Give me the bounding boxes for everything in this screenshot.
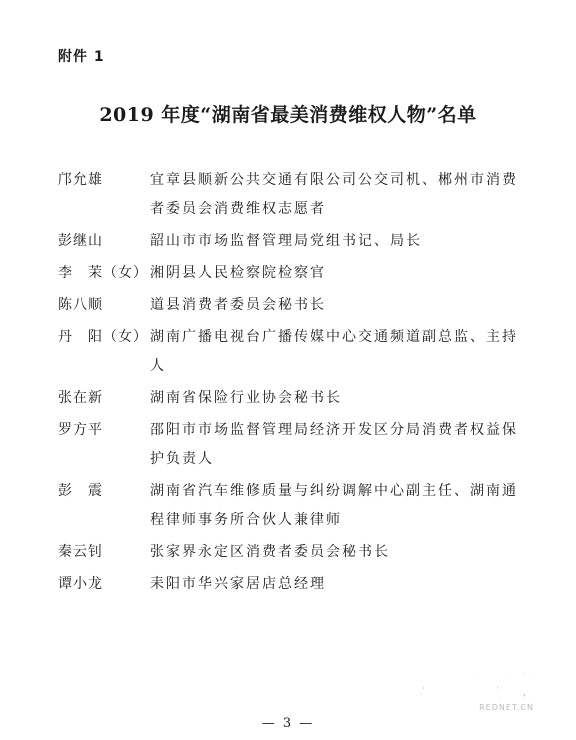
attachment-label: 附件 1 (58, 49, 105, 65)
person-name: 彭继山 (58, 233, 103, 249)
person-name: 李 茉（女） (58, 265, 148, 281)
rednet-watermark-logo (388, 660, 538, 714)
person-name: 秦云钊 (58, 544, 103, 560)
person-description: 韶山市市场监督管理局党组书记、局长 (150, 233, 422, 249)
person-description: 湖南省保险行业协会秘书长 (150, 390, 342, 406)
list-item (58, 570, 528, 599)
list-item (58, 538, 528, 567)
person-description: 湖南广播电视台广播传媒中心交通频道副总监、主持人 (150, 329, 518, 374)
list-item (58, 323, 528, 381)
person-description: 道县消费者委员会秘书长 (150, 297, 326, 313)
list-item (58, 227, 528, 256)
list-item (58, 384, 528, 413)
person-name: 谭小龙 (58, 576, 103, 592)
person-name: 张在新 (58, 390, 103, 406)
person-description: 邵阳市市场监督管理局经济开发区分局消费者权益保护负责人 (150, 422, 518, 467)
person-name: 邝允雄 (58, 172, 103, 188)
person-description: 宜章县顺新公共交通有限公司公交司机、郴州市消费者委员会消费维权志愿者 (150, 172, 518, 217)
person-name: 陈八顺 (58, 297, 103, 313)
list-item (58, 259, 528, 288)
document-title: 2019 年度“湖南省最美消费维权人物”名单 (99, 104, 477, 126)
list-item (58, 477, 528, 535)
list-item (58, 416, 528, 474)
person-name: 丹 阳（女） (58, 329, 148, 345)
page-number: — 3 — (261, 716, 315, 731)
person-name: 彭 震 (58, 483, 103, 499)
watermark-logo-subtext: REDNET.CN (479, 703, 534, 712)
person-description: 湘阴县人民检察院检察官 (150, 265, 326, 281)
list-item (58, 166, 528, 224)
person-name: 罗方平 (58, 422, 103, 438)
person-description: 湖南省汽车维修质量与纠纷调解中心副主任、湖南通程律师事务所合伙人兼律师 (150, 483, 518, 528)
list-item (58, 291, 528, 320)
watermark-logo-text: 红网时刻 (418, 669, 538, 704)
honoree-list (58, 166, 528, 602)
person-description: 张家界永定区消费者委员会秘书长 (150, 544, 390, 560)
person-description: 耒阳市华兴家居店总经理 (150, 576, 326, 592)
